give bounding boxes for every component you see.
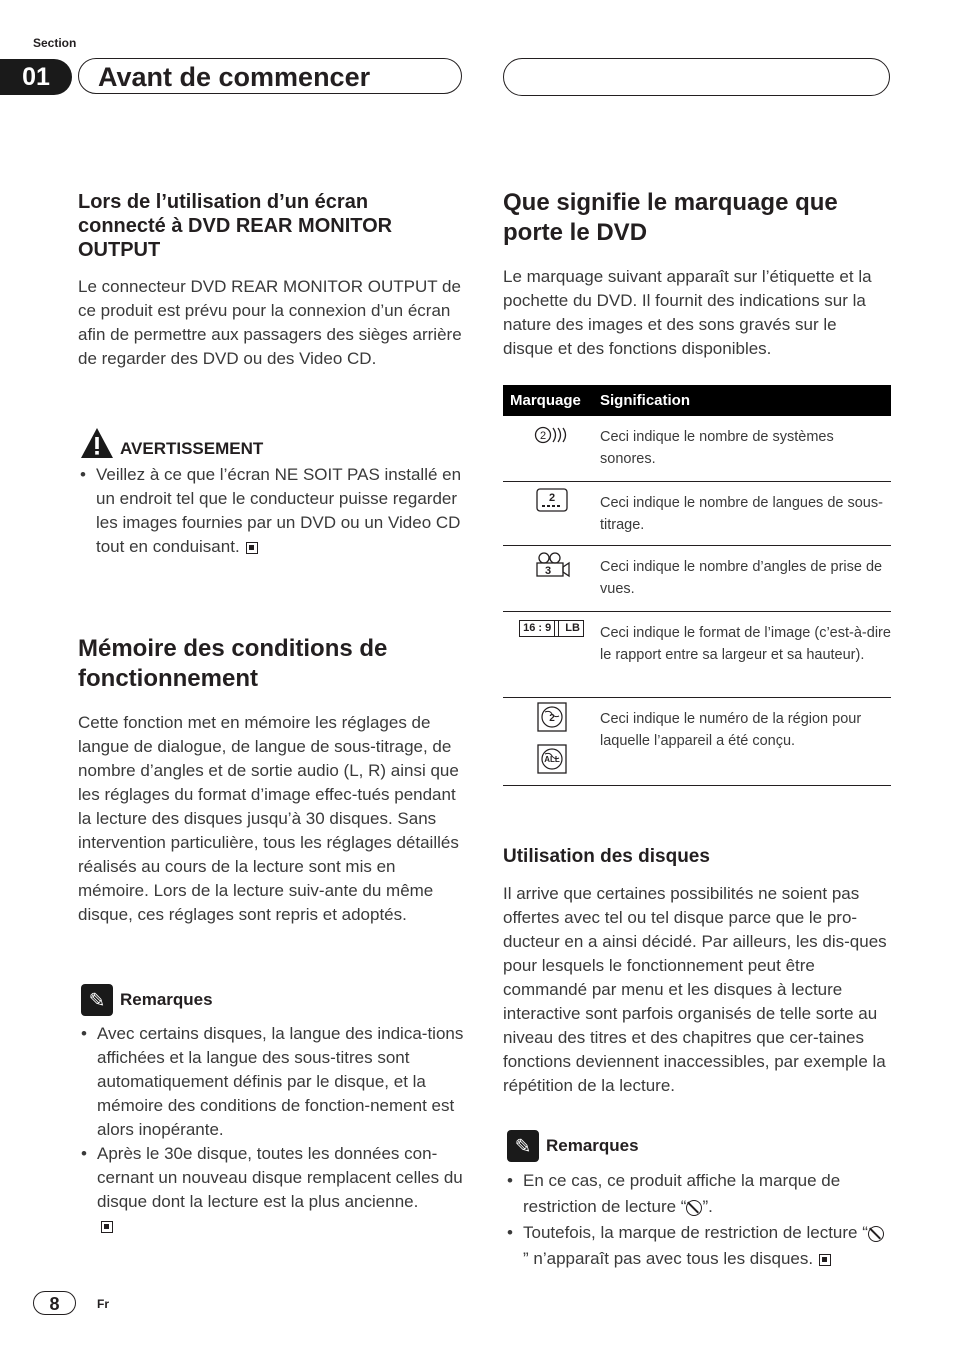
- marking-heading: [503, 188, 893, 248]
- region-code-icon: [537, 702, 567, 732]
- warning-title: AVERTISSEMENT: [120, 439, 264, 458]
- notes-title: Remarques: [546, 1136, 639, 1155]
- subtitle-icon: [536, 488, 568, 512]
- table-header-marquage: Marquage: [510, 392, 581, 409]
- notes-block-right: [507, 1130, 897, 1272]
- aspect-ratio-label: 16 : 9: [520, 621, 555, 636]
- notes-item: [507, 1220, 885, 1272]
- discs-heading: Utilisation des disques: [503, 846, 710, 867]
- end-mark-icon: [101, 1221, 113, 1233]
- warning-icon: [80, 427, 114, 459]
- memory-heading-line1: Mémoire des conditions de: [78, 635, 388, 662]
- pencil-icon: ✎: [81, 984, 113, 1016]
- rear-monitor-heading: [78, 190, 468, 262]
- notes-item-text-b: ” n’apparaît pas avec tous les disques.: [523, 1249, 814, 1268]
- end-mark-icon: [819, 1254, 831, 1266]
- marking-heading-line2: porte le DVD: [503, 219, 648, 246]
- region-all-icon: [537, 744, 567, 774]
- rear-monitor-heading-line3: OUTPUT: [78, 239, 161, 261]
- language-label: Fr: [97, 1297, 109, 1311]
- memory-heading: [78, 634, 468, 694]
- end-mark-icon: [246, 542, 258, 554]
- audio-tracks-number: 2: [539, 430, 546, 442]
- notes-item: [507, 1168, 885, 1220]
- table-row: [503, 612, 891, 698]
- notes-list-right: [507, 1168, 885, 1272]
- table-row: [503, 482, 891, 546]
- warning-list: [80, 463, 470, 559]
- notes-list-left: [81, 1022, 466, 1238]
- memory-heading-line2: fonctionnement: [78, 665, 258, 692]
- audio-tracks-icon: [534, 426, 570, 444]
- notes-item-text-b: ”.: [702, 1197, 713, 1216]
- title-pill-right: [503, 58, 890, 96]
- rear-monitor-heading-line2: [78, 214, 468, 238]
- camera-angle-icon: [534, 552, 570, 578]
- no-entry-icon: [868, 1226, 884, 1242]
- table-desc: Ceci indique le format de l’image (c’est-à-dire le rapport entre sa largeur et sa hauteur).: [600, 625, 891, 663]
- pencil-icon: ✎: [507, 1130, 539, 1162]
- notes-item: • Avec certains disques, la langue des indica-tions affichées et la langue des sous-titres sont automatiquement définis par le disque, et la mémoire des conditions de fonction-nement est alors inopérante.: [81, 1022, 466, 1142]
- table-row: [503, 546, 891, 612]
- section-label: Section: [33, 36, 77, 50]
- marking-body: Le marquage suivant apparaît sur l’étiquette et la pochette du DVD. Il fournit des indications sur la nature des images et des sons gravés sur le disque et des fonctions disponibles.: [503, 267, 872, 358]
- rear-monitor-heading-line1: Lors de l’utilisation d’un écran: [78, 191, 369, 213]
- notes-item-text-a: En ce cas, ce produit affiche la marque de restriction de lecture “: [523, 1171, 841, 1216]
- page-number: 8: [33, 1291, 76, 1315]
- marking-heading-line1: Que signifie le marquage que: [503, 189, 838, 216]
- aspect-ratio-icon: [519, 620, 584, 637]
- marking-table: [503, 385, 891, 786]
- table-mark: [503, 698, 600, 785]
- table-mark: [503, 612, 600, 697]
- region-code-number: 2: [548, 713, 555, 724]
- discs-body: Il arrive que certaines possibilités ne soient pas offertes avec tel ou tel disque parce que le pro-ducteur en a ainsi décidé. Par ailleurs, les dis-ques pour lesquels le fonctionnement peut être commandé par menu et les disques à lecture interactive sont parfois organisés de telle sorte au niveau des titres et des chapitres que cer-taines fonctions deviennent inaccessibles, par exemple la répétition de la lecture.: [503, 884, 887, 1095]
- table-mark: [503, 546, 600, 611]
- table-header-signification: Signification: [600, 392, 690, 409]
- memory-body: Cette fonction met en mémoire les réglages de langue de dialogue, de langue de sous-titrage, de nombre d’angles et de sortie audio (L, R) ainsi que les réglages du format d’image effec-tués pendant la lecture des disques jusqu’à 30 disques. Sans intervention particulière, tous les réglages détaillés réalisés au cours de la lecture sont mis en mémoire. Lors de la lecture suiv-ante du même disque, ces réglages sont repris et adoptés.: [78, 713, 459, 924]
- rear-monitor-heading-line2-a: connecté à: [78, 215, 183, 237]
- camera-angle-number: 3: [544, 565, 551, 577]
- table-header: [503, 385, 891, 416]
- rear-monitor-heading-line2-b: DVD REAR MONITOR: [188, 215, 393, 237]
- subtitle-number: 2: [548, 492, 555, 504]
- warning-item-text: Veillez à ce que l’écran NE SOIT PAS installé en un endroit tel que le conducteur puisse regarder les images fournies par un DVD ou un Video CD tout en conduisant.: [96, 465, 462, 556]
- page-title: Avant de commencer: [78, 58, 462, 94]
- rear-monitor-body: Le connecteur DVD REAR MONITOR OUTPUT de ce produit est prévu pour la connexion d’un écran afin de permettre aux passagers des sièges arrière de regarder des DVD ou des Video CD.: [78, 277, 462, 368]
- section-number: 01: [0, 59, 72, 95]
- notes-block-left: [81, 984, 471, 1238]
- notes-item: [81, 1142, 466, 1238]
- letterbox-label: LB: [558, 621, 583, 636]
- warning-item: [80, 463, 470, 559]
- table-desc: Ceci indique le nombre d’angles de prise de vues.: [600, 559, 883, 597]
- warning-block: [80, 427, 470, 559]
- notes-title: Remarques: [120, 990, 213, 1009]
- table-row: [503, 698, 891, 786]
- table-desc: Ceci indique le numéro de la région pour laquelle l’appareil a été conçu.: [600, 711, 862, 749]
- notes-item-text: Après le 30e disque, toutes les données con-cernant un nouveau disque remplacent celles du disque dont la lecture est la plus ancienne.: [97, 1144, 463, 1211]
- region-all-label: ALL: [543, 755, 560, 764]
- table-mark: [503, 416, 600, 481]
- table-desc: Ceci indique le nombre de langues de sous-titrage.: [600, 495, 883, 533]
- table-row: [503, 416, 891, 482]
- table-mark: [503, 482, 600, 545]
- no-entry-icon: [686, 1200, 702, 1216]
- table-desc: Ceci indique le nombre de systèmes sonores.: [600, 429, 834, 467]
- notes-item-text-a: Toutefois, la marque de restriction de lecture “: [523, 1223, 868, 1242]
